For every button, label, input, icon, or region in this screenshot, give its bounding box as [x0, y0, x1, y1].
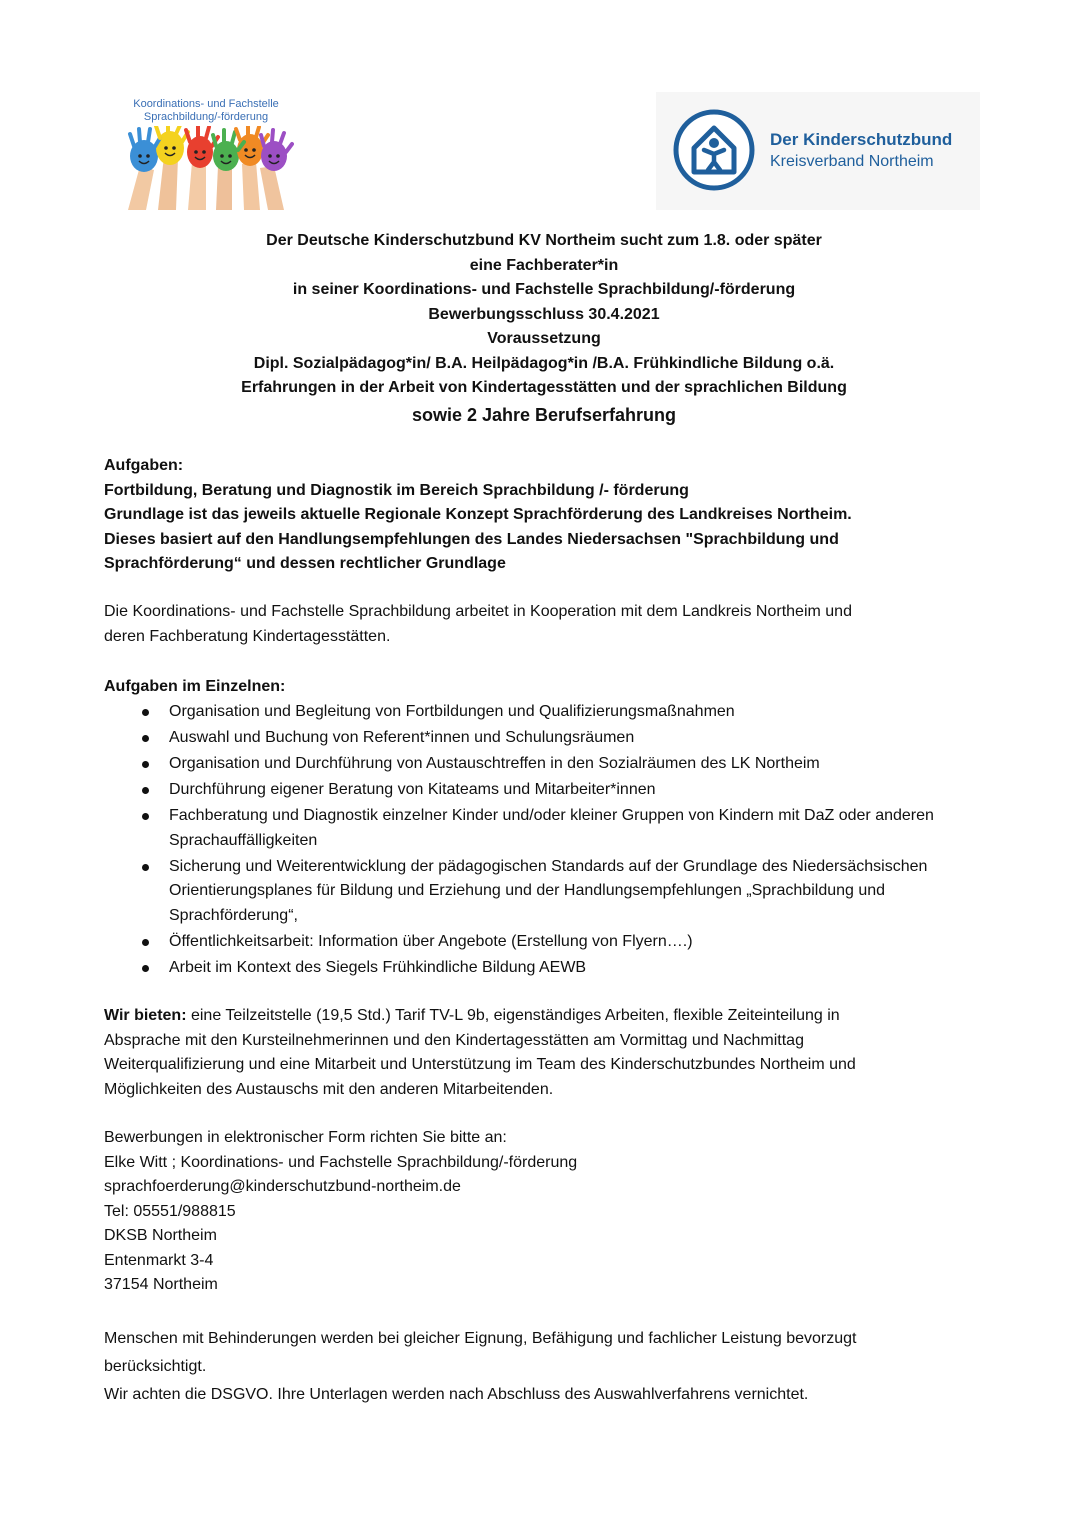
list-item — [104, 930, 984, 955]
offer-line: Möglichkeiten des Austauschs mit den anderen Mitarbeitenden. — [104, 1080, 554, 1098]
kinderschutzbund-emblem-icon — [672, 108, 756, 192]
bullet-icon — [142, 965, 149, 972]
list-item-text: Arbeit im Kontext des Siegels Frühkindliche Bildung AEWB — [169, 958, 587, 976]
list-item-text: Durchführung eigener Beratung von Kitateams und Mitarbeiter*innen — [169, 781, 656, 798]
list-item — [104, 726, 984, 751]
disability-note: Menschen mit Behinderungen werden bei gleicher Eignung, Befähigung und fachlicher Leistung bevorzugt — [104, 1330, 857, 1347]
kinderschutzbund-logo — [656, 92, 980, 210]
requirement-degree: Dipl. Sozialpädagog*in/ B.A. Heilpädagog*in /B.A. Frühkindliche Bildung o.ä. — [253, 354, 835, 372]
contact-intro: Bewerbungen in elektronischer Form richten Sie bitte an: — [104, 1129, 507, 1146]
logo-caption-line2: Sprachbildung/-förderung — [143, 111, 269, 123]
aufgaben-section — [104, 454, 984, 577]
requirements-title: Voraussetzung — [487, 330, 601, 347]
bullet-icon — [142, 761, 149, 768]
list-item-text: Organisation und Begleitung von Fortbildungen und Qualifizierungsmaßnahmen — [169, 703, 735, 720]
painted-hands-icon — [118, 126, 294, 210]
bullet-icon — [142, 939, 149, 946]
deadline: Bewerbungsschluss 30.4.2021 — [428, 305, 660, 323]
requirement-experience: Erfahrungen in der Arbeit von Kindertagesstätten und der sprachlichen Bildung — [241, 379, 847, 396]
bullet-icon — [142, 813, 149, 820]
headline-block — [100, 229, 988, 429]
task-list — [104, 700, 984, 982]
list-item-text: Organisation und Durchführung von Austauschtreffen in den Sozialräumen des LK Northeim — [169, 755, 820, 772]
offer-line: eine Teilzeitstelle (19,5 Std.) Tarif TV-L 9b, eigenständiges Arbeiten, flexible Zeiteinteilung in — [186, 1007, 840, 1024]
aufgaben-line: Sprachförderung“ und dessen rechtlicher Grundlage — [104, 555, 506, 572]
koordinationsstelle-logo — [116, 92, 296, 212]
offer-label: Wir bieten: — [104, 1007, 187, 1024]
bullet-icon — [142, 787, 149, 794]
bullet-icon — [142, 735, 149, 742]
dsgvo-note: Wir achten die DSGVO. Ihre Unterlagen werden nach Abschluss des Auswahlverfahrens vernichtet. — [104, 1386, 809, 1403]
aufgaben-title: Aufgaben: — [104, 457, 184, 474]
list-item — [104, 804, 984, 853]
einzelnen-title: Aufgaben im Einzelnen: — [104, 678, 286, 695]
offer-paragraph — [104, 1004, 984, 1102]
contact-city: 37154 Northeim — [104, 1276, 218, 1293]
logo-subtitle: Kreisverband Northeim — [770, 153, 934, 170]
contact-block — [104, 1126, 984, 1298]
contact-street: Entenmarkt 3-4 — [104, 1251, 214, 1269]
list-item — [104, 778, 984, 803]
list-item — [104, 956, 984, 981]
list-item — [104, 700, 984, 725]
closing-notes — [104, 1325, 984, 1409]
kooperation-line: deren Fachberatung Kindertagesstätten. — [104, 627, 391, 645]
list-item-text: Öffentlichkeitsarbeit: Information über Angebote (Erstellung von Flyern….) — [169, 932, 693, 950]
list-item — [104, 752, 984, 777]
headline-line: in seiner Koordinations- und Fachstelle Sprachbildung/-förderung — [292, 281, 796, 298]
list-item — [104, 855, 984, 929]
bullet-icon — [142, 864, 149, 871]
headline-line: Der Deutsche Kinderschutzbund KV Northeim sucht zum 1.8. oder später — [266, 232, 822, 249]
headline-line: eine Fachberater*in — [469, 256, 619, 274]
kooperation-line: Die Koordinations- und Fachstelle Sprachbildung arbeitet in Kooperation mit dem Landkreis Northeim und — [104, 603, 852, 620]
offer-line: Weiterqualifizierung und eine Mitarbeit und Unterstützung im Team des Kinderschutzbundes Northeim und — [104, 1056, 856, 1073]
aufgaben-line: Dieses basiert auf den Handlungsempfehlungen des Landes Niedersachsen "Sprachbildung und — [104, 530, 839, 548]
kooperation-paragraph — [104, 600, 984, 649]
contact-phone: Tel: 05551/988815 — [104, 1202, 236, 1220]
list-item-text: Sicherung und Weiterentwicklung der pädagogischen Standards auf der Grundlage des Niedersächsischen Orientierungsplanes für Bildung und Erziehung und der Handlungsempfehlungen „Sprachbildung und Sprachförderung“, — [169, 857, 928, 924]
list-item-text: Auswahl und Buchung von Referent*innen und Schulungsräumen — [169, 729, 635, 746]
contact-person: Elke Witt ; Koordinations- und Fachstelle Sprachbildung/-förderung — [104, 1153, 578, 1171]
logo-name: Der Kinderschutzbund — [770, 130, 953, 149]
contact-org: DKSB Northeim — [104, 1227, 217, 1244]
bullet-icon — [142, 709, 149, 716]
disability-note-end: berücksichtigt. — [104, 1358, 207, 1375]
list-item-text: Fachberatung und Diagnostik einzelner Kinder und/oder kleiner Gruppen von Kindern mit DaZ oder anderen Sprachauffälligkeiten — [169, 807, 934, 849]
aufgaben-line: Fortbildung, Beratung und Diagnostik im Bereich Sprachbildung /- förderung — [104, 481, 689, 499]
offer-line: Absprache mit den Kursteilnehmerinnen und den Kindertagesstätten am Vormittag und Nachmittag — [104, 1031, 804, 1049]
requirement-years: sowie 2 Jahre Berufserfahrung — [411, 404, 677, 425]
contact-email: sprachfoerderung@kinderschutzbund-northeim.de — [104, 1178, 461, 1195]
logo-caption-line1: Koordinations- und Fachstelle — [133, 98, 279, 110]
aufgaben-line: Grundlage ist das jeweils aktuelle Regionale Konzept Sprachförderung des Landkreises Northeim. — [104, 506, 852, 523]
